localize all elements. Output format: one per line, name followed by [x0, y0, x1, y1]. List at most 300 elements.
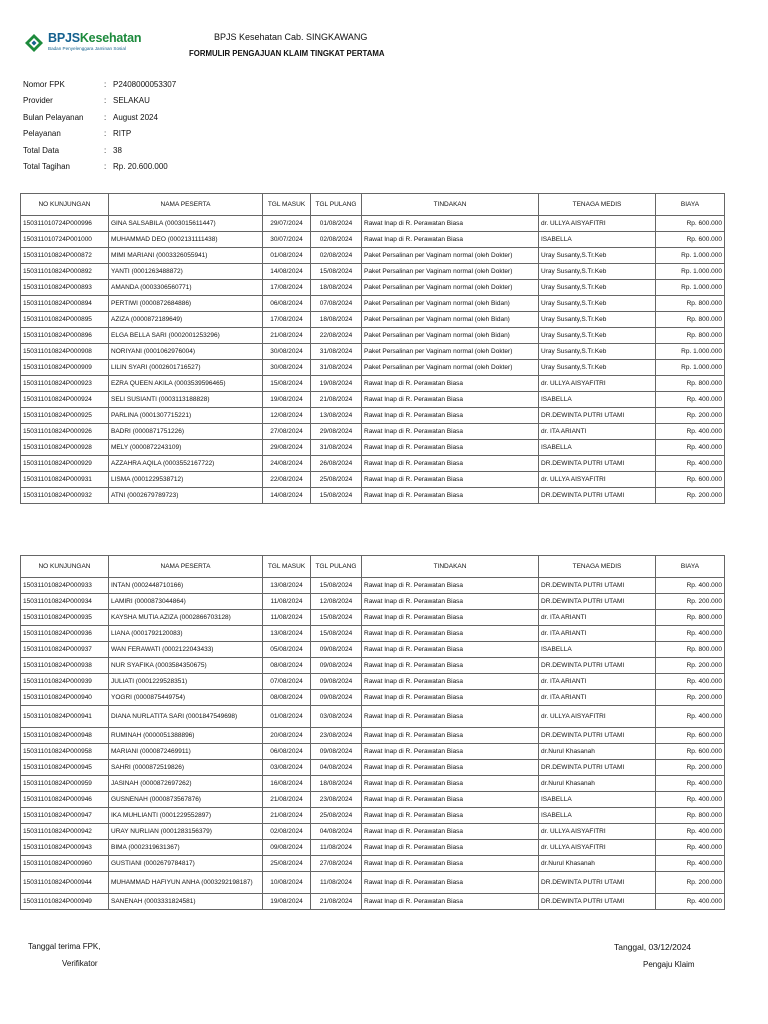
medical-staff-cell: dr. ULLYA AISYAFITRI [539, 216, 656, 232]
discharge-date-cell: 09/08/2024 [311, 642, 362, 658]
admission-date-cell: 08/08/2024 [263, 690, 311, 706]
procedure-cell: Rawat Inap di R. Perawatan Biasa [362, 216, 539, 232]
column-header: TGL MASUK [263, 194, 311, 216]
medical-staff-cell: dr. ITA ARIANTI [539, 424, 656, 440]
medical-staff-cell: ISABELLA [539, 232, 656, 248]
procedure-cell: Paket Persalinan per Vaginam normal (oleh Dokter) [362, 344, 539, 360]
discharge-date-cell: 15/08/2024 [311, 488, 362, 504]
cost-cell: Rp. 1.000.000 [656, 360, 725, 376]
cost-cell: Rp. 200.000 [656, 658, 725, 674]
table-row [21, 312, 725, 328]
cost-cell: Rp. 400.000 [656, 392, 725, 408]
patient-name-cell: AZIZA (0000872189649) [109, 312, 263, 328]
table-row [21, 264, 725, 280]
cost-cell: Rp. 1.000.000 [656, 248, 725, 264]
procedure-cell: Paket Persalinan per Vaginam normal (oleh Dokter) [362, 360, 539, 376]
column-header: NAMA PESERTA [109, 556, 263, 578]
cost-cell: Rp. 400.000 [656, 792, 725, 808]
service-type-value: RITP [113, 129, 132, 139]
table-row [21, 424, 725, 440]
discharge-date-cell: 31/08/2024 [311, 360, 362, 376]
procedure-cell: Rawat Inap di R. Perawatan Biasa [362, 610, 539, 626]
patient-name-cell: LAMIRI (0000873044864) [109, 594, 263, 610]
admission-date-cell: 03/08/2024 [263, 760, 311, 776]
admission-date-cell: 01/08/2024 [263, 706, 311, 728]
admission-date-cell: 05/08/2024 [263, 642, 311, 658]
medical-staff-cell: Uray Susanty,S.Tr.Keb [539, 344, 656, 360]
admission-date-cell: 22/08/2024 [263, 472, 311, 488]
table-row [21, 872, 725, 894]
medical-staff-cell: ISABELLA [539, 642, 656, 658]
procedure-cell: Rawat Inap di R. Perawatan Biasa [362, 626, 539, 642]
procedure-cell: Rawat Inap di R. Perawatan Biasa [362, 488, 539, 504]
medical-staff-cell: dr. ULLYA AISYAFITRI [539, 840, 656, 856]
discharge-date-cell: 13/08/2024 [311, 408, 362, 424]
visit-number-cell: 150311010824P000943 [21, 840, 109, 856]
medical-staff-cell: Uray Susanty,S.Tr.Keb [539, 280, 656, 296]
column-header: TENAGA MEDIS [539, 194, 656, 216]
admission-date-cell: 09/08/2024 [263, 840, 311, 856]
medical-staff-cell: dr.Nurul Khasanah [539, 776, 656, 792]
cost-cell: Rp. 1.000.000 [656, 344, 725, 360]
cost-cell: Rp. 400.000 [656, 424, 725, 440]
discharge-date-cell: 09/08/2024 [311, 690, 362, 706]
admission-date-cell: 30/08/2024 [263, 344, 311, 360]
table-body [21, 216, 725, 504]
patient-name-cell: INTAN (0002448710166) [109, 578, 263, 594]
service-month-value: August 2024 [113, 112, 158, 122]
procedure-cell: Rawat Inap di R. Perawatan Biasa [362, 728, 539, 744]
cost-cell: Rp. 600.000 [656, 744, 725, 760]
table-row [21, 824, 725, 840]
visit-number-cell: 150311010824P000928 [21, 440, 109, 456]
visit-number-cell: 150311010824P000896 [21, 328, 109, 344]
discharge-date-cell: 26/08/2024 [311, 456, 362, 472]
table-row [21, 744, 725, 760]
table-row [21, 392, 725, 408]
logo-wordmark: BPJSKesehatan [48, 31, 142, 45]
column-header: NO KUNJUNGAN [21, 194, 109, 216]
column-header: TGL PULANG [311, 194, 362, 216]
discharge-date-cell: 01/08/2024 [311, 216, 362, 232]
discharge-date-cell: 21/08/2024 [311, 392, 362, 408]
medical-staff-cell: DR.DEWINTA PUTRI UTAMI [539, 728, 656, 744]
patient-name-cell: AZZAHRA AQILA (0003552167722) [109, 456, 263, 472]
table-row [21, 296, 725, 312]
procedure-cell: Rawat Inap di R. Perawatan Biasa [362, 424, 539, 440]
applicant-label: Pengaju Klaim [643, 960, 695, 969]
patient-name-cell: PERTIWI (0000872684886) [109, 296, 263, 312]
procedure-cell: Rawat Inap di R. Perawatan Biasa [362, 658, 539, 674]
patient-name-cell: LILIN SYARI (0002601716527) [109, 360, 263, 376]
table-row [21, 472, 725, 488]
discharge-date-cell: 15/08/2024 [311, 610, 362, 626]
visit-number-cell: 150311010724P001000 [21, 232, 109, 248]
patient-name-cell: JULIATI (0001229528351) [109, 674, 263, 690]
patient-name-cell: LISMA (0001229538712) [109, 472, 263, 488]
medical-staff-cell: DR.DEWINTA PUTRI UTAMI [539, 578, 656, 594]
table-row [21, 728, 725, 744]
visit-number-cell: 150311010824P000931 [21, 472, 109, 488]
discharge-date-cell: 12/08/2024 [311, 594, 362, 610]
table-row [21, 776, 725, 792]
visit-number-cell: 150311010824P000935 [21, 610, 109, 626]
medical-staff-cell: dr.Nurul Khasanah [539, 856, 656, 872]
table-row [21, 840, 725, 856]
procedure-cell: Rawat Inap di R. Perawatan Biasa [362, 894, 539, 910]
procedure-cell: Paket Persalinan per Vaginam normal (oleh Dokter) [362, 248, 539, 264]
cost-cell: Rp. 400.000 [656, 824, 725, 840]
patient-name-cell: MARIANI (0000872469911) [109, 744, 263, 760]
procedure-cell: Rawat Inap di R. Perawatan Biasa [362, 760, 539, 776]
column-header: NO KUNJUNGAN [21, 556, 109, 578]
visit-number-cell: 150311010824P000923 [21, 376, 109, 392]
patient-name-cell: KAYSHA MUTIA AZIZA (0002866703128) [109, 610, 263, 626]
table-header-row [21, 194, 725, 216]
cost-cell: Rp. 800.000 [656, 642, 725, 658]
patient-name-cell: NUR SYAFIKA (0003584350675) [109, 658, 263, 674]
visit-number-cell: 150311010824P000895 [21, 312, 109, 328]
procedure-cell: Paket Persalinan per Vaginam normal (oleh Dokter) [362, 264, 539, 280]
discharge-date-cell: 11/08/2024 [311, 840, 362, 856]
table-body [21, 578, 725, 910]
patient-name-cell: MELY (0000872243109) [109, 440, 263, 456]
visit-number-cell: 150311010824P000933 [21, 578, 109, 594]
admission-date-cell: 17/08/2024 [263, 312, 311, 328]
discharge-date-cell: 02/08/2024 [311, 232, 362, 248]
patient-name-cell: GUSNENAH (0000873567876) [109, 792, 263, 808]
cost-cell: Rp. 800.000 [656, 376, 725, 392]
discharge-date-cell: 04/08/2024 [311, 824, 362, 840]
logo-subtitle: Badan Penyelenggara Jaminan Sosial [48, 46, 126, 51]
visit-number-cell: 150311010824P000941 [21, 706, 109, 728]
admission-date-cell: 08/08/2024 [263, 658, 311, 674]
discharge-date-cell: 18/08/2024 [311, 280, 362, 296]
procedure-cell: Rawat Inap di R. Perawatan Biasa [362, 594, 539, 610]
discharge-date-cell: 31/08/2024 [311, 440, 362, 456]
column-header: BIAYA [656, 556, 725, 578]
table-row [21, 360, 725, 376]
table-row [21, 658, 725, 674]
discharge-date-cell: 09/08/2024 [311, 744, 362, 760]
medical-staff-cell: dr. ITA ARIANTI [539, 626, 656, 642]
table-row [21, 894, 725, 910]
column-header: TENAGA MEDIS [539, 556, 656, 578]
admission-date-cell: 17/08/2024 [263, 280, 311, 296]
patient-name-cell: MIMI MARIANI (0003326055941) [109, 248, 263, 264]
patient-name-cell: BIMA (0002319631367) [109, 840, 263, 856]
table-row [21, 232, 725, 248]
discharge-date-cell: 21/08/2024 [311, 894, 362, 910]
patient-name-cell: GINA SALSABILA (0003015611447) [109, 216, 263, 232]
table-row [21, 578, 725, 594]
table-row [21, 626, 725, 642]
discharge-date-cell: 23/08/2024 [311, 792, 362, 808]
table-row [21, 328, 725, 344]
medical-staff-cell: DR.DEWINTA PUTRI UTAMI [539, 408, 656, 424]
cost-cell: Rp. 800.000 [656, 808, 725, 824]
admission-date-cell: 02/08/2024 [263, 824, 311, 840]
patient-name-cell: AMANDA (0003306560771) [109, 280, 263, 296]
admission-date-cell: 15/08/2024 [263, 376, 311, 392]
cost-cell: Rp. 800.000 [656, 610, 725, 626]
medical-staff-cell: Uray Susanty,S.Tr.Keb [539, 312, 656, 328]
patient-name-cell: RUMINAH (0000051388896) [109, 728, 263, 744]
discharge-date-cell: 19/08/2024 [311, 376, 362, 392]
table-row [21, 642, 725, 658]
visit-number-cell: 150311010824P000946 [21, 792, 109, 808]
table-row [21, 674, 725, 690]
admission-date-cell: 11/08/2024 [263, 594, 311, 610]
discharge-date-cell: 18/08/2024 [311, 776, 362, 792]
visit-number-cell: 150311010824P000937 [21, 642, 109, 658]
cost-cell: Rp. 600.000 [656, 472, 725, 488]
total-data-value: 38 [113, 145, 122, 155]
medical-staff-cell: dr. ITA ARIANTI [539, 690, 656, 706]
medical-staff-cell: DR.DEWINTA PUTRI UTAMI [539, 456, 656, 472]
branch-title: BPJS Kesehatan Cab. SINGKAWANG [214, 32, 368, 42]
admission-date-cell: 21/08/2024 [263, 808, 311, 824]
medical-staff-cell: Uray Susanty,S.Tr.Keb [539, 296, 656, 312]
discharge-date-cell: 15/08/2024 [311, 626, 362, 642]
medical-staff-cell: DR.DEWINTA PUTRI UTAMI [539, 872, 656, 894]
procedure-cell: Rawat Inap di R. Perawatan Biasa [362, 392, 539, 408]
patient-name-cell: LIANA (0001792120083) [109, 626, 263, 642]
admission-date-cell: 30/08/2024 [263, 360, 311, 376]
column-header: BIAYA [656, 194, 725, 216]
procedure-cell: Paket Persalinan per Vaginam normal (oleh Bidan) [362, 296, 539, 312]
medical-staff-cell: ISABELLA [539, 792, 656, 808]
table-row [21, 280, 725, 296]
patient-name-cell: PARLINA (0001307715221) [109, 408, 263, 424]
column-header: NAMA PESERTA [109, 194, 263, 216]
patient-name-cell: URAY NURLIAN (0001283156379) [109, 824, 263, 840]
procedure-cell: Rawat Inap di R. Perawatan Biasa [362, 706, 539, 728]
medical-staff-cell: ISABELLA [539, 440, 656, 456]
patient-name-cell: EZRA QUEEN AKILA (0003539596465) [109, 376, 263, 392]
procedure-cell: Rawat Inap di R. Perawatan Biasa [362, 856, 539, 872]
cost-cell: Rp. 200.000 [656, 760, 725, 776]
visit-number-cell: 150311010824P000939 [21, 674, 109, 690]
visit-number-cell: 150311010824P000960 [21, 856, 109, 872]
nomor-fpk-value: P2408000053307 [113, 80, 177, 89]
visit-number-cell: 150311010824P000892 [21, 264, 109, 280]
procedure-cell: Rawat Inap di R. Perawatan Biasa [362, 840, 539, 856]
form-title: FORMULIR PENGAJUAN KLAIM TINGKAT PERTAMA [189, 49, 385, 58]
medical-staff-cell: DR.DEWINTA PUTRI UTAMI [539, 488, 656, 504]
visit-number-cell: 150311010824P000934 [21, 594, 109, 610]
admission-date-cell: 06/08/2024 [263, 744, 311, 760]
visit-number-cell: 150311010824P000932 [21, 488, 109, 504]
medical-staff-cell: DR.DEWINTA PUTRI UTAMI [539, 658, 656, 674]
procedure-cell: Rawat Inap di R. Perawatan Biasa [362, 792, 539, 808]
cost-cell: Rp. 800.000 [656, 328, 725, 344]
total-bill-value: Rp. 20.600.000 [113, 161, 168, 171]
procedure-cell: Rawat Inap di R. Perawatan Biasa [362, 440, 539, 456]
patient-name-cell: SELI SUSIANTI (0003113188828) [109, 392, 263, 408]
procedure-cell: Rawat Inap di R. Perawatan Biasa [362, 472, 539, 488]
table-row [21, 856, 725, 872]
patient-name-cell: BADRI (0000871751226) [109, 424, 263, 440]
patient-name-cell: YANTI (0001263488872) [109, 264, 263, 280]
visit-number-cell: 150311010824P000929 [21, 456, 109, 472]
discharge-date-cell: 15/08/2024 [311, 578, 362, 594]
discharge-date-cell: 23/08/2024 [311, 728, 362, 744]
procedure-cell: Rawat Inap di R. Perawatan Biasa [362, 232, 539, 248]
bpjs-logo-icon [24, 33, 44, 53]
visit-number-cell: 150311010824P000893 [21, 280, 109, 296]
visit-number-cell: 150311010824P000872 [21, 248, 109, 264]
medical-staff-cell: dr. ULLYA AISYAFITRI [539, 824, 656, 840]
provider-value: SELAKAU [113, 96, 150, 106]
discharge-date-cell: 04/08/2024 [311, 760, 362, 776]
procedure-cell: Rawat Inap di R. Perawatan Biasa [362, 808, 539, 824]
procedure-cell: Rawat Inap di R. Perawatan Biasa [362, 872, 539, 894]
cost-cell: Rp. 400.000 [656, 674, 725, 690]
visit-number-cell: 150311010824P000942 [21, 824, 109, 840]
medical-staff-cell: DR.DEWINTA PUTRI UTAMI [539, 760, 656, 776]
visit-number-cell: 150311010824P000894 [21, 296, 109, 312]
procedure-cell: Rawat Inap di R. Perawatan Biasa [362, 674, 539, 690]
date-label: Tanggal, 03/12/2024 [614, 942, 692, 952]
discharge-date-cell: 18/08/2024 [311, 312, 362, 328]
table-row [21, 376, 725, 392]
admission-date-cell: 10/08/2024 [263, 872, 311, 894]
discharge-date-cell: 09/08/2024 [311, 674, 362, 690]
medical-staff-cell: DR.DEWINTA PUTRI UTAMI [539, 594, 656, 610]
procedure-cell: Rawat Inap di R. Perawatan Biasa [362, 642, 539, 658]
procedure-cell: Paket Persalinan per Vaginam normal (oleh Bidan) [362, 328, 539, 344]
cost-cell: Rp. 400.000 [656, 456, 725, 472]
cost-cell: Rp. 1.000.000 [656, 280, 725, 296]
table-row [21, 248, 725, 264]
patient-name-cell: MUHAMMAD HAFIYUN ANHA (0003292198187) [109, 872, 263, 894]
visit-number-cell: 150311010824P000945 [21, 760, 109, 776]
admission-date-cell: 13/08/2024 [263, 578, 311, 594]
patient-name-cell: IKA MUHLIANTI (0001229552897) [109, 808, 263, 824]
procedure-cell: Rawat Inap di R. Perawatan Biasa [362, 456, 539, 472]
cost-cell: Rp. 400.000 [656, 776, 725, 792]
admission-date-cell: 20/08/2024 [263, 728, 311, 744]
cost-cell: Rp. 600.000 [656, 232, 725, 248]
admission-date-cell: 11/08/2024 [263, 610, 311, 626]
visit-number-cell: 150311010824P000909 [21, 360, 109, 376]
cost-cell: Rp. 600.000 [656, 216, 725, 232]
procedure-cell: Paket Persalinan per Vaginam normal (oleh Bidan) [362, 312, 539, 328]
admission-date-cell: 06/08/2024 [263, 296, 311, 312]
table-row [21, 706, 725, 728]
discharge-date-cell: 22/08/2024 [311, 328, 362, 344]
cost-cell: Rp. 1.000.000 [656, 264, 725, 280]
discharge-date-cell: 07/08/2024 [311, 296, 362, 312]
bpjs-logo [24, 31, 144, 55]
cost-cell: Rp. 800.000 [656, 312, 725, 328]
visit-number-cell: 150311010824P000940 [21, 690, 109, 706]
medical-staff-cell: dr. ITA ARIANTI [539, 610, 656, 626]
procedure-cell: Rawat Inap di R. Perawatan Biasa [362, 824, 539, 840]
admission-date-cell: 16/08/2024 [263, 776, 311, 792]
medical-staff-cell: Uray Susanty,S.Tr.Keb [539, 328, 656, 344]
discharge-date-cell: 11/08/2024 [311, 872, 362, 894]
column-header: TINDAKAN [362, 194, 539, 216]
table-row [21, 488, 725, 504]
table-row [21, 456, 725, 472]
cost-cell: Rp. 200.000 [656, 408, 725, 424]
visit-number-cell: 150311010824P000926 [21, 424, 109, 440]
admission-date-cell: 29/08/2024 [263, 440, 311, 456]
visit-number-cell: 150311010824P000959 [21, 776, 109, 792]
admission-date-cell: 29/07/2024 [263, 216, 311, 232]
column-header: TINDAKAN [362, 556, 539, 578]
medical-staff-cell: ISABELLA [539, 392, 656, 408]
patient-name-cell: MUHAMMAD DEO (0002131111438) [109, 232, 263, 248]
cost-cell: Rp. 400.000 [656, 706, 725, 728]
discharge-date-cell: 27/08/2024 [311, 856, 362, 872]
table-row [21, 792, 725, 808]
cost-cell: Rp. 600.000 [656, 728, 725, 744]
medical-staff-cell: dr. ULLYA AISYAFITRI [539, 376, 656, 392]
table-row [21, 690, 725, 706]
visit-number-cell: 150311010824P000947 [21, 808, 109, 824]
medical-staff-cell: ISABELLA [539, 808, 656, 824]
discharge-date-cell: 15/08/2024 [311, 264, 362, 280]
table-row [21, 344, 725, 360]
column-header: TGL MASUK [263, 556, 311, 578]
table-row [21, 408, 725, 424]
received-label: Tanggal terima FPK, [28, 942, 101, 951]
procedure-cell: Rawat Inap di R. Perawatan Biasa [362, 578, 539, 594]
cost-cell: Rp. 200.000 [656, 594, 725, 610]
discharge-date-cell: 29/08/2024 [311, 424, 362, 440]
table-row [21, 610, 725, 626]
cost-cell: Rp. 400.000 [656, 578, 725, 594]
cost-cell: Rp. 200.000 [656, 690, 725, 706]
admission-date-cell: 19/08/2024 [263, 392, 311, 408]
cost-cell: Rp. 200.000 [656, 488, 725, 504]
admission-date-cell: 12/08/2024 [263, 408, 311, 424]
cost-cell: Rp. 400.000 [656, 894, 725, 910]
discharge-date-cell: 25/08/2024 [311, 472, 362, 488]
cost-cell: Rp. 800.000 [656, 296, 725, 312]
admission-date-cell: 13/08/2024 [263, 626, 311, 642]
table-row [21, 760, 725, 776]
table-row [21, 594, 725, 610]
table-header-row [21, 556, 725, 578]
visit-number-cell: 150311010824P000936 [21, 626, 109, 642]
discharge-date-cell: 02/08/2024 [311, 248, 362, 264]
medical-staff-cell: Uray Susanty,S.Tr.Keb [539, 360, 656, 376]
patient-name-cell: ATNI (0002679789723) [109, 488, 263, 504]
admission-date-cell: 24/08/2024 [263, 456, 311, 472]
visit-number-cell: 150311010824P000949 [21, 894, 109, 910]
medical-staff-cell: Uray Susanty,S.Tr.Keb [539, 248, 656, 264]
procedure-cell: Rawat Inap di R. Perawatan Biasa [362, 776, 539, 792]
procedure-cell: Rawat Inap di R. Perawatan Biasa [362, 376, 539, 392]
claims-table-1 [20, 193, 725, 504]
procedure-cell: Paket Persalinan per Vaginam normal (oleh Dokter) [362, 280, 539, 296]
cost-cell: Rp. 400.000 [656, 440, 725, 456]
patient-name-cell: GUSTIANI (0002679784817) [109, 856, 263, 872]
patient-name-cell: DIANA NURLATITA SARI (0001847549698) [109, 706, 263, 728]
procedure-cell: Rawat Inap di R. Perawatan Biasa [362, 744, 539, 760]
discharge-date-cell: 25/08/2024 [311, 808, 362, 824]
admission-date-cell: 30/07/2024 [263, 232, 311, 248]
visit-number-cell: 150311010824P000958 [21, 744, 109, 760]
admission-date-cell: 21/08/2024 [263, 792, 311, 808]
medical-staff-cell: Uray Susanty,S.Tr.Keb [539, 264, 656, 280]
patient-name-cell: JASINAH (0000872697262) [109, 776, 263, 792]
admission-date-cell: 19/08/2024 [263, 894, 311, 910]
